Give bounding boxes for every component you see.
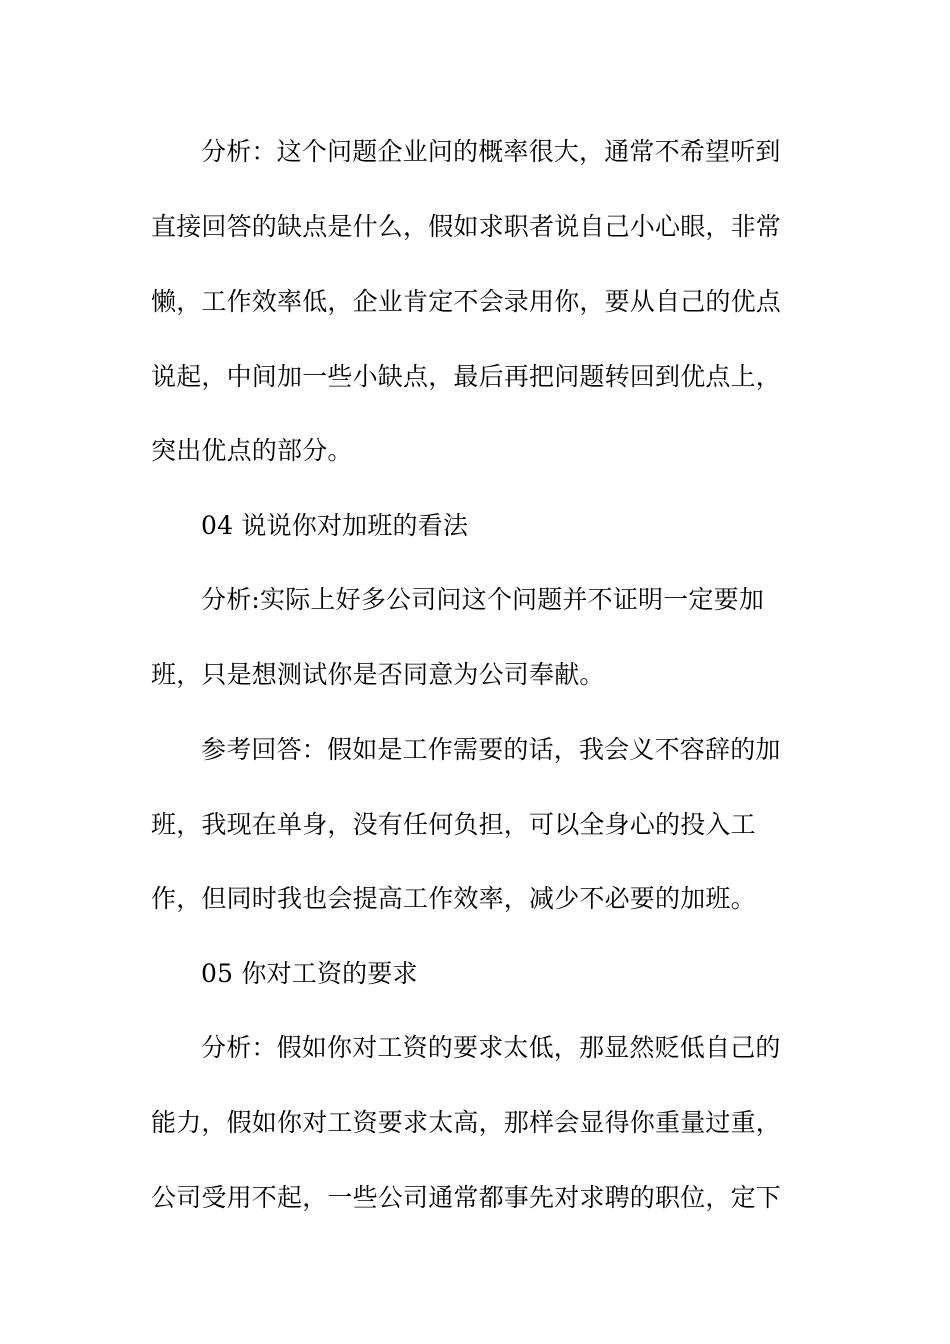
paragraph-line: 班，我现在单身，没有任何负担，可以全身心的投入工 xyxy=(151,810,756,839)
paragraph-line: 懒，工作效率低，企业肯定不会录用你，要从自己的优点 xyxy=(151,287,782,316)
paragraph-line: 参考回答：假如是工作需要的话，我会义不容辞的加 xyxy=(201,735,781,764)
section-heading: 05 你对工资的要求 xyxy=(201,959,418,988)
paragraph-line: 公司受用不起，一些公司通常都事先对求聘的职位，定下 xyxy=(151,1183,782,1212)
paragraph-line: 突出优点的部分。 xyxy=(151,436,353,465)
section-heading: 04 说说你对加班的看法 xyxy=(201,511,469,540)
paragraph-line: 作，但同时我也会提高工作效率，减少不必要的加班。 xyxy=(151,884,756,913)
paragraph-line: 分析：假如你对工资的要求太低，那显然贬低自己的 xyxy=(201,1033,781,1062)
paragraph-line: 班，只是想测试你是否同意为公司奉献。 xyxy=(151,660,605,689)
paragraph-line: 说起，中间加一些小缺点，最后再把问题转回到优点上， xyxy=(151,362,782,391)
paragraph-line: 直接回答的缺点是什么，假如求职者说自己小心眼，非常 xyxy=(151,212,782,241)
paragraph-line: 分析:实际上好多公司问这个问题并不证明一定要加 xyxy=(201,585,765,614)
paragraph-line: 能力，假如你对工资要求太高，那样会显得你重量过重， xyxy=(151,1108,782,1137)
paragraph-line: 分析：这个问题企业问的概率很大，通常不希望听到 xyxy=(201,137,781,166)
